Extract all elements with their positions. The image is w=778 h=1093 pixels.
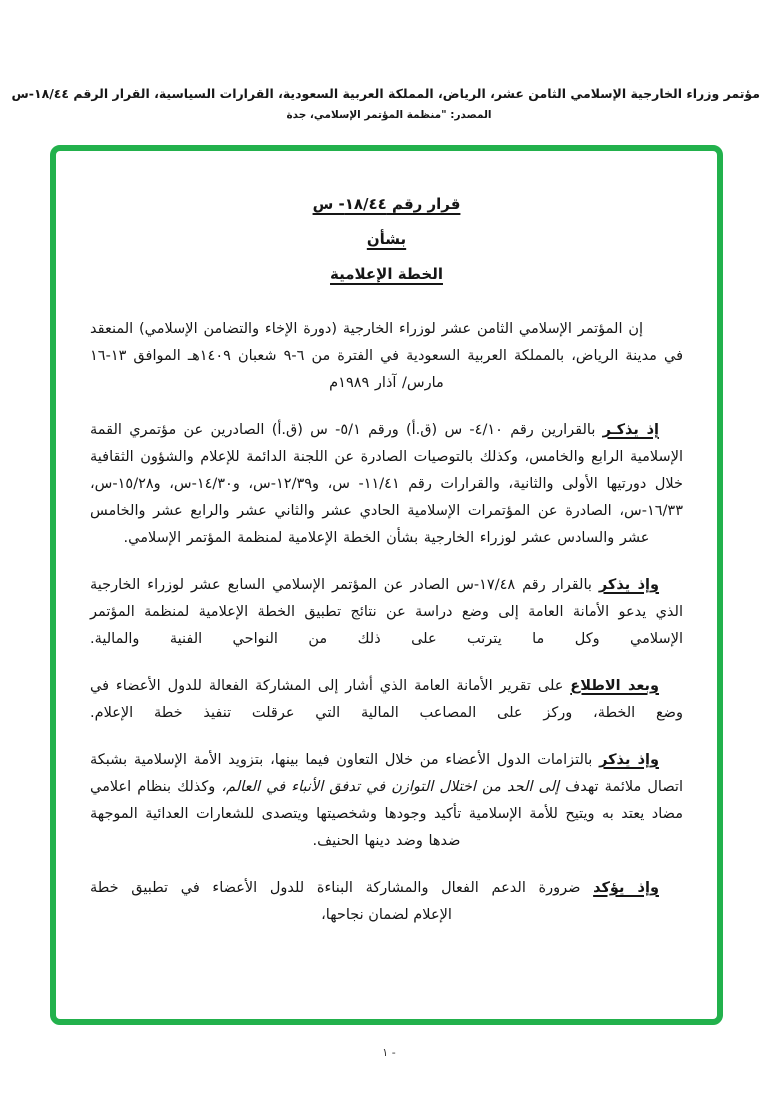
italic-phrase: إلى الحد من اختلال التوازن في تدفق الأنباء في العالم، (221, 779, 560, 795)
page-number: - ١ (382, 1046, 396, 1059)
paragraph-body: على تقرير الأمانة العامة الذي أشار إلى المشاركة الفعالة للدول الأعضاء في وضع الخطة، وركز على المصاعب المالية التي عرقلت تنفيذ خطة الإعلام. (90, 678, 683, 721)
document-header (11, 86, 760, 121)
resolution-title (90, 187, 683, 292)
citation-line: مؤتمر وزراء الخارجية الإسلامي الثامن عشر، الرياض، المملكة العربية السعودية، القرارات السياسية، القرار الرقم ١٨/٤٤-س (11, 86, 760, 101)
source-label: المصدر: (450, 109, 492, 121)
paragraph-body: إن المؤتمر الإسلامي الثامن عشر لوزراء الخارجية (دورة الإخاء والتضامن الإسلامي) المنعقد في مدينة الرياض، بالمملكة العربية السعودية في الفترة من ٦-٩ شعبان ١٤٠٩هـ الموافق ١٣-١٦ مارس/ آذار ١٩٨٩م (90, 321, 683, 391)
resolution-number-line: قرار رقم ١٨/٤٤- س (312, 195, 461, 213)
green-highlight-frame (50, 145, 723, 1025)
paragraph-having-reviewed (90, 673, 683, 727)
paragraph-lead: إذ يذكـر (602, 422, 659, 438)
paragraph-body: ضرورة الدعم الفعال والمشاركة البناءة للدول الأعضاء في تطبيق خطة (90, 880, 594, 896)
resolution-subject-word: بشأن (366, 230, 407, 248)
paragraph-recalling-resolutions (90, 417, 683, 552)
paragraph-body: بالقرار رقم ١٧/٤٨-س الصادر عن المؤتمر الإسلامي السابع عشر لوزراء الخارجية الذي يدعو الأمانة العامة إلى وضع دراسة عن نتائج تطبيق الخطة الإعلامية لمنظمة المؤتمر الإسلامي وكل ما يترتب على ذلك من النواحي الفنية والمالية. (90, 577, 683, 647)
paragraph-preamble (90, 316, 683, 397)
paragraph-recalling-17-48 (90, 572, 683, 653)
paragraph-lead: وبعد الاطلاع (570, 678, 659, 694)
paragraph-lead: وإذ يذكر (598, 577, 660, 593)
paragraph-last-line: الإعلام لضمان نجاحها، (321, 907, 452, 923)
paragraph-affirming-support (90, 875, 683, 929)
paragraph-lead: وإذ يذكر (599, 752, 660, 768)
paragraph-body: بالقرارين رقم ٤/١٠- س (ق.أ) ورقم ٥/١- س (ق.أ) الصادرين عن مؤتمري القمة الإسلامية الرابع والخامس، وكذلك بالتوصيات الصادرة عن اللجنة الدائمة للإعلام والشؤون الثقافية خلال دورتيها الأولى والثانية، والقرارات رقم ١١/٤١- س، و١٢/٣٩-س، و١٤/٣٠-س، و١٥/٢٨-س، ١٦/٣٣-س، الصادرة عن المؤتمرات الإسلامية الحادي عشر والثاني عشر والرابع عشر والخامس عشر والسادس عشر لوزراء الخارجية بشأن الخطة الإعلامية لمنظمة المؤتمر الإسلامي. (90, 422, 683, 546)
source-line (18, 109, 760, 121)
paragraph-lead: وإذ يؤكد (593, 880, 659, 896)
resolution-subject-title: الخطة الإعلامية (330, 265, 443, 283)
paragraph-body: بالتزامات الدول الأعضاء من خلال التعاون فيما بينها، بتزويد الأمة الإسلامية بشبكة اتصال ملائمة تهدف (90, 752, 683, 795)
paragraph-member-states-commitments (90, 747, 683, 855)
paragraph-body: وكذلك بنظام اعلامي مضاد يعتد به ويتيح للأمة الإسلامية تأكيد وجودها وشخصيتها ويتصدى للشعارات العدائية الموجهة ضدها وضد دينها الحنيف. (90, 779, 683, 849)
source-value: "منظمة المؤتمر الإسلامي، جدة (286, 109, 447, 121)
